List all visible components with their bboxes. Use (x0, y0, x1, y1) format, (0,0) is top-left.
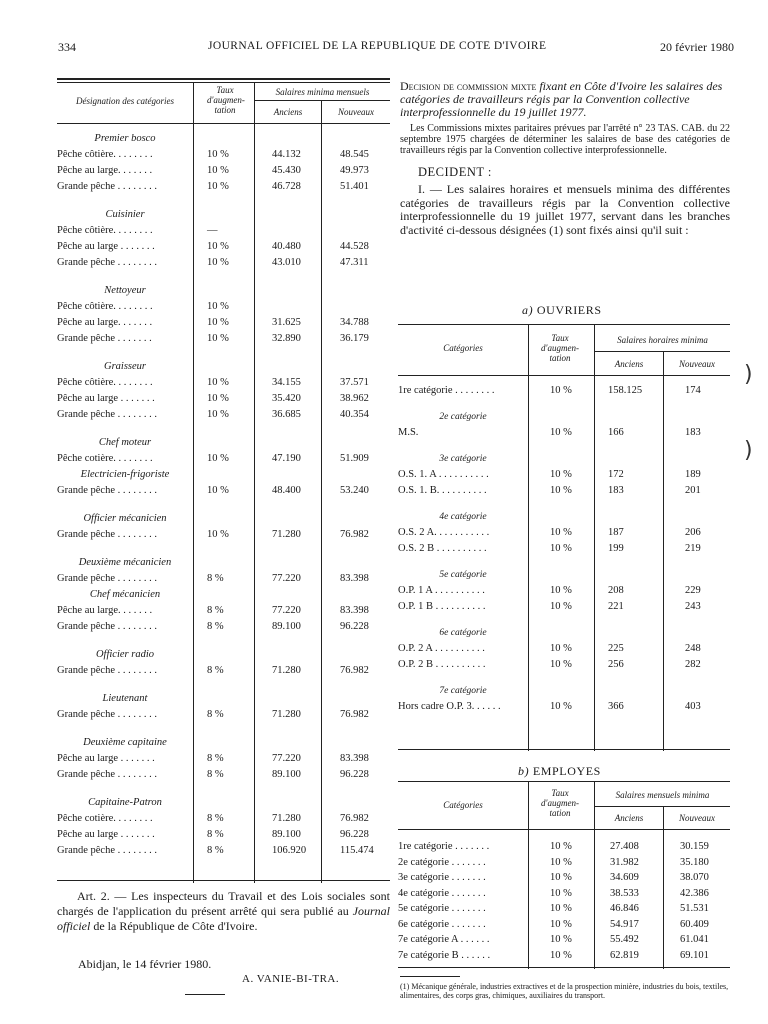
table-row (398, 950, 730, 964)
decision-text (400, 80, 730, 237)
rate-cell: 10 % (550, 701, 572, 712)
old-salary-cell: 106.920 (272, 845, 307, 856)
rate-cell: 10 % (550, 903, 572, 914)
rate-cell: 10 % (550, 856, 572, 868)
new-salary-cell: 115.474 (340, 845, 374, 856)
row-label: 7e catégorie B . . . . . . (398, 949, 491, 961)
category-heading: Graisseur (103, 361, 146, 372)
scan-mark: ) (744, 362, 753, 387)
rate-cell: 10 % (207, 453, 229, 464)
old-salary-cell: 46.728 (272, 181, 301, 192)
table-row (398, 934, 730, 948)
col-header-categories: Catégories (443, 800, 483, 810)
signature-rule (185, 994, 225, 995)
new-salary-cell: 38.962 (340, 393, 369, 404)
row-label: Grande pêche . . . . . . . . (57, 573, 158, 584)
table-rule (398, 829, 730, 830)
row-label: Pêche au large . . . . . . . (57, 829, 155, 840)
rate-cell: 10 % (550, 601, 572, 612)
category-heading: 3e catégorie (439, 454, 487, 464)
row-label: 3e catégorie . . . . . . . (398, 872, 486, 883)
old-salary-cell: 89.100 (272, 621, 301, 632)
rate-cell: 10 % (207, 165, 229, 176)
new-salary-cell: 282 (685, 659, 701, 670)
new-salary-cell: 83.398 (340, 573, 369, 584)
row-label: O.P. 1 A . . . . . . . . . . (398, 585, 485, 596)
old-salary-cell: 71.280 (272, 813, 301, 824)
category-heading: Officier mécanicien (83, 513, 167, 524)
article-2-text-end: de la République de Côte d'Ivoire. (90, 919, 258, 933)
category-heading: Deuxième capitaine (83, 737, 167, 748)
old-salary-cell: 183 (608, 485, 624, 496)
table-row (398, 888, 730, 902)
new-salary-cell: 47.311 (340, 257, 369, 268)
decision-title (400, 80, 730, 119)
rate-cell: 10 % (550, 427, 572, 438)
category-heading: Capitaine-Patron (88, 797, 162, 808)
old-salary-cell: 45.430 (272, 165, 301, 176)
new-salary-cell: 76.982 (340, 665, 369, 676)
new-salary-cell: 53.240 (340, 485, 369, 496)
rate-cell: 10 % (550, 469, 572, 480)
new-salary-cell: 96.228 (340, 769, 369, 780)
row-label: Pêche au large . . . . . . . (57, 241, 155, 252)
table-row (57, 529, 390, 543)
rate-cell: 10 % (550, 385, 572, 396)
fishing-salary-table (57, 78, 390, 881)
col-header-nouveaux: Nouveaux (679, 813, 715, 823)
category-heading: 2e catégorie (439, 412, 487, 422)
old-salary-cell: 366 (608, 701, 624, 712)
new-salary-cell: 37.571 (340, 377, 369, 388)
old-salary-cell: 46.846 (610, 903, 639, 914)
rate-cell: 8 % (207, 845, 224, 856)
table-row (398, 643, 730, 657)
row-label: Grande pêche . . . . . . . . (57, 409, 158, 420)
table-row (57, 317, 390, 331)
row-label: O.P. 1 B . . . . . . . . . . (398, 601, 486, 612)
table-row (57, 225, 390, 239)
rate-cell: 8 % (207, 769, 224, 780)
old-salary-cell: 31.982 (610, 856, 639, 868)
rate-cell: 10 % (207, 149, 229, 160)
rate-cell: 8 % (207, 573, 224, 584)
category-heading: Premier bosco (94, 133, 156, 144)
new-salary-cell: 183 (685, 427, 701, 438)
rate-cell: 10 % (207, 241, 229, 252)
row-label: Grande pêche . . . . . . . . (57, 665, 158, 676)
old-salary-cell: 27.408 (610, 841, 639, 852)
rate-cell: 8 % (207, 709, 224, 720)
rate-cell: 10 % (207, 393, 229, 404)
row-label: Hors cadre O.P. 3. . . . . . (398, 701, 501, 712)
ouvriers-heading (522, 303, 602, 318)
journal-reference: Journal officiel (57, 904, 390, 933)
footnote-rule (400, 976, 460, 977)
row-label: 4e catégorie . . . . . . . (398, 887, 486, 899)
new-salary-cell: 40.354 (340, 409, 369, 420)
new-salary-cell: 36.179 (340, 333, 369, 344)
row-label: O.S. 1. B. . . . . . . . . . (398, 485, 487, 496)
old-salary-cell: 55.492 (610, 934, 639, 945)
category-heading: 5e catégorie (439, 570, 487, 580)
table-row (57, 301, 390, 315)
table-row (398, 585, 730, 599)
new-salary-cell: 76.982 (340, 709, 369, 720)
rate-cell: 8 % (207, 813, 224, 824)
rate-cell: 8 % (207, 605, 224, 616)
rate-cell: 10 % (550, 872, 572, 883)
row-label: Pêche côtière. . . . . . . . (57, 301, 153, 312)
row-label: Pêche au large . . . . . . . (57, 753, 155, 764)
new-salary-cell: 403 (685, 701, 701, 712)
place-date: Abidjan, le 14 février 1980. (78, 957, 212, 971)
table-row (398, 427, 730, 441)
rate-cell: 10 % (207, 257, 229, 268)
new-salary-cell: 69.101 (680, 949, 709, 961)
row-label: M.S. (398, 427, 419, 438)
table-row (57, 665, 390, 679)
footnote: (1) Mécanique générale, industries extractives et de la prospection minière, industries du bois, textiles, alimentaires, des corps gras, chimiques, auxiliaires du transport. (400, 982, 729, 1000)
table-rule (57, 123, 390, 124)
journal-title: JOURNAL OFFICIEL DE LA REPUBLIQUE DE COTE D'IVOIRE (208, 40, 547, 52)
table-row (57, 241, 390, 255)
row-label: Grande pêche . . . . . . . . (57, 485, 158, 496)
row-label: O.S. 1. A . . . . . . . . . . (398, 469, 489, 480)
new-salary-cell: 76.982 (340, 813, 369, 824)
old-salary-cell: 77.220 (272, 573, 301, 584)
new-salary-cell: 44.528 (340, 241, 369, 252)
old-salary-cell: 35.420 (272, 393, 301, 404)
rate-cell: 10 % (550, 643, 572, 654)
new-salary-cell: 201 (685, 485, 701, 496)
new-salary-cell: 48.545 (340, 149, 369, 160)
row-label: 1re catégorie . . . . . . . (398, 841, 490, 852)
row-label: Grande pêche . . . . . . . . (57, 769, 158, 780)
row-label: Pêche au large. . . . . . . (57, 605, 153, 616)
new-salary-cell: 229 (685, 585, 701, 596)
col-header-anciens: Anciens (614, 359, 644, 369)
category-heading: 7e catégorie (439, 686, 487, 696)
category-heading: 4e catégorie (439, 512, 487, 522)
table-row (398, 601, 730, 615)
col-header-taux: Taux d'augmen-tation (541, 333, 579, 363)
row-label: 7e catégorie A . . . . . . (398, 934, 490, 945)
category-heading: 6e catégorie (439, 628, 487, 638)
ouvriers-table (398, 324, 730, 750)
category-heading: Chef mécanicien (89, 589, 161, 600)
category-heading: Deuxième mécanicien (78, 557, 172, 568)
table-row (398, 903, 730, 917)
col-header-nouveaux: Nouveaux (679, 359, 715, 369)
rate-cell: 10 % (550, 543, 572, 554)
row-label: Grande pêche . . . . . . . . (57, 621, 158, 632)
rate-cell: 10 % (207, 409, 229, 420)
row-label: 1re catégorie . . . . . . . . (398, 385, 495, 396)
table-row (57, 149, 390, 163)
new-salary-cell: 243 (685, 601, 701, 612)
old-salary-cell: 36.685 (272, 409, 301, 420)
decident-heading: DECIDENT : (418, 165, 492, 179)
old-salary-cell: 38.533 (610, 887, 639, 899)
table-row (398, 469, 730, 483)
old-salary-cell: 221 (608, 601, 624, 612)
new-salary-cell: 35.180 (680, 856, 709, 868)
table-row (57, 485, 390, 499)
row-label: O.S. 2 A. . . . . . . . . . . (398, 527, 490, 538)
old-salary-cell: 89.100 (272, 769, 301, 780)
employes-letter: b) (518, 764, 530, 778)
old-salary-cell: 89.100 (272, 829, 301, 840)
new-salary-cell: 189 (685, 469, 701, 480)
old-salary-cell: 71.280 (272, 529, 301, 540)
old-salary-cell: 77.220 (272, 605, 301, 616)
table-row (398, 527, 730, 541)
new-salary-cell: 60.409 (680, 918, 709, 930)
scan-mark: ) (744, 438, 753, 463)
category-heading: Cuisinier (105, 209, 145, 220)
old-salary-cell: 48.400 (272, 485, 301, 496)
rate-cell: 8 % (207, 665, 224, 676)
new-salary-cell: 96.228 (340, 621, 369, 632)
rate-cell: 10 % (550, 585, 572, 596)
ouvriers-letter: a) (522, 303, 534, 317)
new-salary-cell: 49.973 (340, 165, 369, 176)
old-salary-cell: 31.625 (272, 317, 301, 328)
category-heading: Officier radio (95, 649, 155, 660)
rate-cell: 10 % (550, 887, 572, 899)
row-label: O.P. 2 B . . . . . . . . . . (398, 659, 486, 670)
old-salary-cell: 71.280 (272, 709, 301, 720)
row-label: Pêche cotière. . . . . . . . (57, 813, 153, 824)
rate-cell: 10 % (550, 485, 572, 496)
table-rule (594, 806, 730, 807)
new-salary-cell: 34.788 (340, 317, 369, 328)
row-label: Grande pêche . . . . . . . . (57, 181, 158, 192)
new-salary-cell: 42.386 (680, 887, 709, 899)
col-header-anciens: Anciens (273, 107, 303, 117)
ouvriers-title: OUVRIERS (536, 303, 602, 317)
row-label: O.S. 2 B . . . . . . . . . . (398, 543, 487, 554)
table-rule (398, 375, 730, 376)
decision-title-caps: Decision de commission mixte (400, 79, 537, 93)
row-label: Grande pêche . . . . . . . . (57, 529, 158, 540)
table-row (398, 919, 730, 933)
rate-cell: 10 % (207, 485, 229, 496)
old-salary-cell: 158.125 (608, 385, 643, 396)
new-salary-cell: 51.531 (680, 903, 709, 914)
category-heading: Electricien-frigoriste (80, 469, 170, 480)
old-salary-cell: 47.190 (272, 453, 301, 464)
category-heading: Nettoyeur (104, 285, 146, 296)
col-header-anciens: Anciens (614, 813, 644, 823)
table-row (398, 385, 730, 399)
old-salary-cell: 187 (608, 527, 624, 538)
col-header-salaires: Salaires horaires minima (617, 335, 708, 345)
row-label: Grande pêche . . . . . . . . (57, 257, 158, 268)
table-rule (254, 100, 390, 101)
row-label: Pêche au large . . . . . . . (57, 393, 155, 404)
table-row (398, 543, 730, 557)
col-header-designation: Désignation des catégories (76, 96, 174, 106)
rate-cell: 10 % (207, 333, 229, 344)
rate-cell: 8 % (207, 753, 224, 764)
row-label: Grande pêche . . . . . . . . (57, 845, 158, 856)
rate-cell: 10 % (207, 181, 229, 192)
old-salary-cell: 256 (608, 659, 624, 670)
old-salary-cell: 32.890 (272, 333, 301, 344)
old-salary-cell: 43.010 (272, 257, 301, 268)
article-1: I. — Les salaires horaires et mensuels minima des différentes catégories de travailleurs régis par la Convention collective interprofessionnelle du 19 juillet 1977, servant dans les branches d'activité ci-dessous désignées (1) sont fixés ainsi qu'il suit : (400, 182, 730, 237)
rate-cell: 10 % (550, 659, 572, 670)
row-label: Pêche côtière. . . . . . . . (57, 149, 153, 160)
new-salary-cell: 38.070 (680, 872, 709, 883)
old-salary-cell: 54.917 (610, 918, 639, 930)
old-salary-cell: 71.280 (272, 665, 301, 676)
table-row (398, 872, 730, 886)
article-2-text: Art. 2. — Les inspecteurs du Travail et des Lois sociales sont chargés de l'application du présent arrêté qui sera publié au (57, 889, 390, 918)
table-row (57, 165, 390, 179)
page-header (58, 40, 734, 60)
rate-cell: 10 % (207, 301, 229, 312)
old-salary-cell: 34.609 (610, 872, 639, 883)
new-salary-cell: 83.398 (340, 753, 369, 764)
new-salary-cell: 51.909 (340, 453, 369, 464)
table-row (57, 377, 390, 391)
rate-cell: 10 % (207, 377, 229, 388)
table-row (57, 181, 390, 195)
row-label: Pêche au large. . . . . . . (57, 165, 153, 176)
row-label: O.P. 2 A . . . . . . . . . . (398, 643, 485, 654)
row-label: Grande pêche . . . . . . . . (57, 709, 158, 720)
new-salary-cell: 206 (685, 527, 701, 538)
col-header-taux: Taux d'augmen-tation (541, 788, 579, 818)
table-rule (594, 351, 730, 352)
rate-cell: 8 % (207, 621, 224, 632)
new-salary-cell: 51.401 (340, 181, 369, 192)
new-salary-cell: 76.982 (340, 529, 369, 540)
old-salary-cell: 34.155 (272, 377, 301, 388)
rate-cell: 10 % (550, 841, 572, 852)
old-salary-cell: 166 (608, 427, 624, 438)
col-header-salaires: Salaires mensuels minima (615, 790, 710, 800)
old-salary-cell: 40.480 (272, 241, 301, 252)
table-row (57, 845, 390, 859)
new-salary-cell: 83.398 (340, 605, 369, 616)
row-label: Pêche côtière. . . . . . . . (57, 377, 153, 388)
table-row (57, 813, 390, 827)
row-label: Grande pêche . . . . . . . (57, 333, 152, 344)
old-salary-cell: 208 (608, 585, 624, 596)
table-row (57, 605, 390, 619)
decision-title-italic: fixant en Côte d'Ivoire les salaires des catégories de travailleurs régis par la Convention collective interprofessionnelle du 19 juillet 1977. (400, 79, 723, 119)
table-row (57, 709, 390, 723)
employes-heading (518, 764, 601, 779)
col-header-categories: Catégories (443, 343, 483, 353)
table-rule (57, 82, 390, 83)
rate-cell: 10 % (550, 527, 572, 538)
rate-cell: 10 % (550, 918, 572, 930)
employes-table (398, 781, 730, 968)
old-salary-cell: 225 (608, 643, 624, 654)
new-salary-cell: 30.159 (680, 841, 709, 852)
row-label: 5e catégorie . . . . . . . (398, 903, 486, 914)
table-row (57, 573, 390, 587)
employes-title: EMPLOYES (532, 764, 601, 778)
col-header-salaires: Salaires minima mensuels (275, 87, 370, 97)
rate-cell: 10 % (207, 317, 229, 328)
rate-cell: 10 % (550, 949, 572, 961)
row-label: Pêche cotière. . . . . . . . (57, 453, 153, 464)
new-salary-cell: 174 (685, 385, 701, 396)
rate-cell: — (207, 225, 218, 236)
old-salary-cell: 199 (608, 543, 624, 554)
table-row (57, 393, 390, 407)
new-salary-cell: 219 (685, 543, 701, 554)
table-row (57, 333, 390, 347)
col-header-nouveaux: Nouveaux (338, 107, 374, 117)
old-salary-cell: 44.132 (272, 149, 301, 160)
table-row (398, 841, 730, 855)
page-number: 334 (58, 40, 76, 54)
signature: A. VANIE-BI-TRA. (242, 973, 340, 985)
table-row (398, 857, 730, 871)
table-row (398, 485, 730, 499)
new-salary-cell: 96.228 (340, 829, 369, 840)
row-label: 6e catégorie . . . . . . . (398, 918, 486, 930)
row-label: 2e catégorie . . . . . . . (398, 856, 486, 868)
category-heading: Lieutenant (102, 693, 148, 704)
col-header-taux: Taux d'augmen-tation (207, 85, 245, 115)
preamble: Les Commissions mixtes paritaires prévues par l'arrêté n° 23 TAS. CAB. du 22 septembre 1975 chargées de déterminer les salaires de base des catégories de travailleurs régis par la Convention collective interprofessionnelle. (400, 123, 730, 156)
old-salary-cell: 77.220 (272, 753, 301, 764)
new-salary-cell: 61.041 (680, 934, 709, 945)
row-label: Pêche côtière. . . . . . . . (57, 225, 153, 236)
rate-cell: 10 % (207, 529, 229, 540)
issue-date: 20 février 1980 (660, 40, 734, 54)
table-row (57, 409, 390, 423)
rate-cell: 10 % (550, 934, 572, 945)
table-row (57, 621, 390, 635)
table-row (57, 453, 390, 467)
old-salary-cell: 62.819 (610, 949, 639, 961)
old-salary-cell: 172 (608, 469, 624, 480)
table-row (57, 753, 390, 767)
table-row (398, 659, 730, 673)
rate-cell: 8 % (207, 829, 224, 840)
table-row (398, 701, 730, 715)
table-row (57, 257, 390, 271)
row-label: Pêche au large. . . . . . . (57, 317, 153, 328)
new-salary-cell: 248 (685, 643, 701, 654)
table-row (57, 769, 390, 783)
table-row (57, 829, 390, 843)
category-heading: Chef moteur (98, 437, 152, 448)
article-2 (57, 889, 390, 934)
